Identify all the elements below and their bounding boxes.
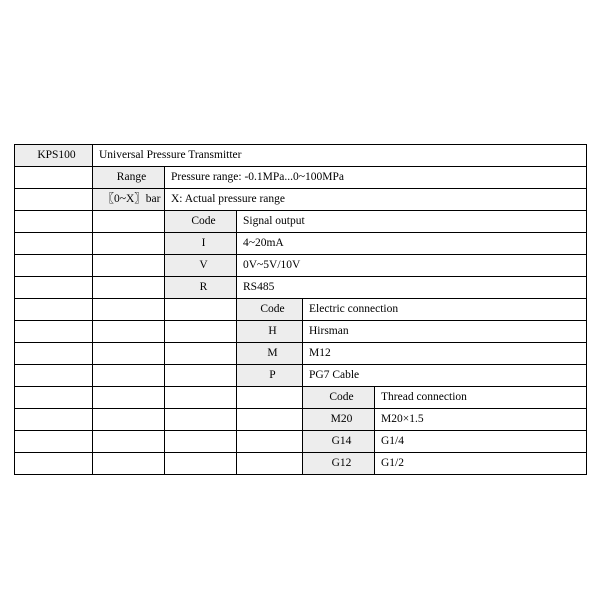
column-rule-cell xyxy=(165,431,237,453)
spec-table-body xyxy=(15,145,587,475)
table-row xyxy=(15,343,587,365)
table-row xyxy=(15,189,587,211)
column-rule-cell xyxy=(15,343,93,365)
column-rule-cell xyxy=(93,453,165,475)
table-row xyxy=(15,409,587,431)
column-rule-cell xyxy=(93,409,165,431)
table-row xyxy=(15,277,587,299)
column-rule-cell xyxy=(93,343,165,365)
column-rule-cell xyxy=(165,365,237,387)
column-rule-cell xyxy=(15,299,93,321)
row-description-cell: RS485 xyxy=(237,277,587,299)
column-rule-cell xyxy=(15,189,93,211)
column-rule-cell xyxy=(237,453,303,475)
column-rule-cell xyxy=(93,277,165,299)
row-code-cell: M20 xyxy=(303,409,375,431)
table-row xyxy=(15,453,587,475)
column-rule-cell xyxy=(15,409,93,431)
table-row xyxy=(15,233,587,255)
table-row xyxy=(15,431,587,453)
row-code-cell: H xyxy=(237,321,303,343)
row-code-cell: R xyxy=(165,277,237,299)
column-rule-cell xyxy=(165,343,237,365)
row-description-cell: M20×1.5 xyxy=(375,409,587,431)
row-description-cell: Signal output xyxy=(237,211,587,233)
column-rule-cell xyxy=(165,387,237,409)
column-rule-cell xyxy=(165,453,237,475)
row-description-cell: G1/2 xyxy=(375,453,587,475)
column-rule-cell xyxy=(15,255,93,277)
column-rule-cell xyxy=(93,387,165,409)
column-rule-cell xyxy=(237,409,303,431)
row-description-cell: Pressure range: -0.1MPa...0~100MPa xyxy=(165,167,587,189)
row-description-cell: Hirsman xyxy=(303,321,587,343)
row-description-cell: 0V~5V/10V xyxy=(237,255,587,277)
row-code-cell: Range xyxy=(93,167,165,189)
column-rule-cell xyxy=(93,321,165,343)
row-description-cell: Thread connection xyxy=(375,387,587,409)
row-code-cell: G12 xyxy=(303,453,375,475)
column-rule-cell xyxy=(93,211,165,233)
table-row xyxy=(15,145,587,167)
row-description-cell: G1/4 xyxy=(375,431,587,453)
row-code-cell: Code xyxy=(165,211,237,233)
row-description-cell: X: Actual pressure range xyxy=(165,189,587,211)
column-rule-cell xyxy=(93,299,165,321)
row-code-cell: 〖0~X〗bar xyxy=(93,189,165,211)
column-rule-cell xyxy=(93,431,165,453)
table-row xyxy=(15,255,587,277)
column-rule-cell xyxy=(15,233,93,255)
column-rule-cell xyxy=(165,321,237,343)
row-description-cell: 4~20mA xyxy=(237,233,587,255)
row-code-cell: Code xyxy=(237,299,303,321)
row-description-cell: Universal Pressure Transmitter xyxy=(93,145,587,167)
table-row xyxy=(15,299,587,321)
table-row xyxy=(15,387,587,409)
product-selection-table xyxy=(14,144,587,475)
table-row xyxy=(15,365,587,387)
row-code-cell: P xyxy=(237,365,303,387)
column-rule-cell xyxy=(165,409,237,431)
column-rule-cell xyxy=(165,299,237,321)
row-code-cell: G14 xyxy=(303,431,375,453)
column-rule-cell xyxy=(15,167,93,189)
column-rule-cell xyxy=(93,255,165,277)
table-row xyxy=(15,211,587,233)
column-rule-cell xyxy=(15,453,93,475)
row-description-cell: Electric connection xyxy=(303,299,587,321)
column-rule-cell xyxy=(15,365,93,387)
column-rule-cell xyxy=(237,387,303,409)
row-code-cell: Code xyxy=(303,387,375,409)
row-code-cell: M xyxy=(237,343,303,365)
column-rule-cell xyxy=(15,431,93,453)
row-description-cell: PG7 Cable xyxy=(303,365,587,387)
table-row xyxy=(15,321,587,343)
row-code-cell: KPS100 xyxy=(15,145,93,167)
column-rule-cell xyxy=(15,277,93,299)
column-rule-cell xyxy=(15,321,93,343)
column-rule-cell xyxy=(15,211,93,233)
column-rule-cell xyxy=(93,233,165,255)
row-description-cell: M12 xyxy=(303,343,587,365)
table-row xyxy=(15,167,587,189)
column-rule-cell xyxy=(237,431,303,453)
column-rule-cell xyxy=(93,365,165,387)
row-code-cell: V xyxy=(165,255,237,277)
column-rule-cell xyxy=(15,387,93,409)
row-code-cell: I xyxy=(165,233,237,255)
